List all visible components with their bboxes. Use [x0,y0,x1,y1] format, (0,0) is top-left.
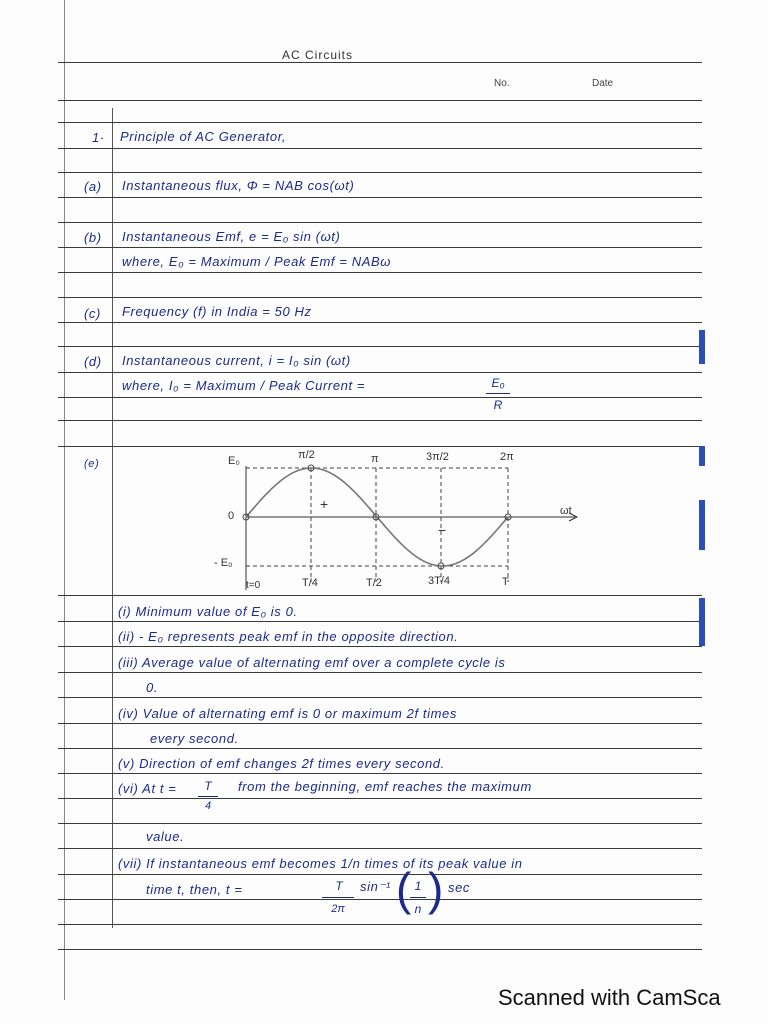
item-c-label: (c) [84,306,101,321]
note-vi-text: from the beginning, emf reaches the maximum [238,779,532,794]
note-vi-cont: value. [146,829,185,844]
note-vi-frac-den: 4 [204,800,212,812]
graph-bottom-tick: T [502,576,509,588]
item-d-label: (d) [84,354,102,369]
note-vii-sin: sin⁻¹ [360,879,391,894]
note-vi: (vi) At t = [118,781,177,796]
graph-top-tick: π/2 [298,449,315,461]
note-iv-cont: every second. [150,731,239,746]
item-b-label: (b) [84,230,102,245]
note-iii-cont: 0. [146,680,159,695]
graph-x-axis-label: ωt [560,505,572,517]
graph-bottom-tick: 3T/4 [428,575,451,587]
open-paren: ( [396,863,412,915]
note-vi-frac-num: T [204,779,212,793]
note-vii-n-den: n [414,902,422,916]
scanner-watermark: Scanned with CamSca [498,985,721,1010]
fraction-bar [410,897,426,898]
graph-bottom-tick: T/4 [302,577,318,589]
graph-minus-sign: − [438,522,447,538]
item-c-text: Frequency (f) in India = 50 Hz [122,304,312,319]
date-label: Date [592,78,614,89]
section-number: 1· [92,130,105,145]
graph-bottom-tick: T/2 [366,577,382,589]
fraction-bar [322,897,354,898]
item-b-where: where, E₀ = Maximum / Peak Emf = NABω [122,254,391,269]
no-label: No. [494,78,510,89]
graph-top-tick: 3π/2 [426,451,449,463]
graph-top-tick: π [371,453,379,465]
note-ii: (ii) - E₀ represents peak emf in the opposite direction. [118,629,459,644]
item-d-frac-den: R [493,398,503,412]
note-i: (i) Minimum value of E₀ is 0. [118,604,298,619]
note-iv: (iv) Value of alternating emf is 0 or maximum 2f times [118,706,457,721]
note-vii-frac-den: 2π [331,903,345,915]
graph-y-top-label: E₀ [228,455,240,467]
item-b-text: Instantaneous Emf, e = E₀ sin (ωt) [122,229,341,244]
note-vii-frac-num: T [335,879,343,893]
fraction-bar [198,796,218,797]
close-paren: ) [428,863,444,915]
item-d-frac-num: E₀ [491,376,505,390]
note-vii-cont: time t, then, t = [146,882,243,897]
item-a-text: Instantaneous flux, Φ = NAB cos(ωt) [122,178,355,193]
graph-y-bottom-label: - E₀ [214,557,233,569]
graph-y-zero-label: 0 [228,510,235,522]
item-e-label: (e) [84,458,100,470]
note-iii: (iii) Average value of alternating emf over a complete cycle is [118,655,506,670]
graph-top-tick: 2π [500,451,514,463]
note-vii-n-num: 1 [414,879,422,893]
note-vii-unit: sec [448,880,471,895]
graph-bottom-tick: t=0 [246,580,261,591]
page-title: AC Circuits [282,48,354,62]
graph-plus-sign: + [320,496,329,512]
item-d-text: Instantaneous current, i = I₀ sin (ωt) [122,353,351,368]
note-vii: (vii) If instantaneous emf becomes 1/n times of its peak value in [118,856,523,871]
section-heading: Principle of AC Generator, [120,129,287,144]
note-v: (v) Direction of emf changes 2f times every second. [118,756,445,771]
item-a-label: (a) [84,179,102,194]
item-d-where: where, I₀ = Maximum / Peak Current = [122,378,366,393]
